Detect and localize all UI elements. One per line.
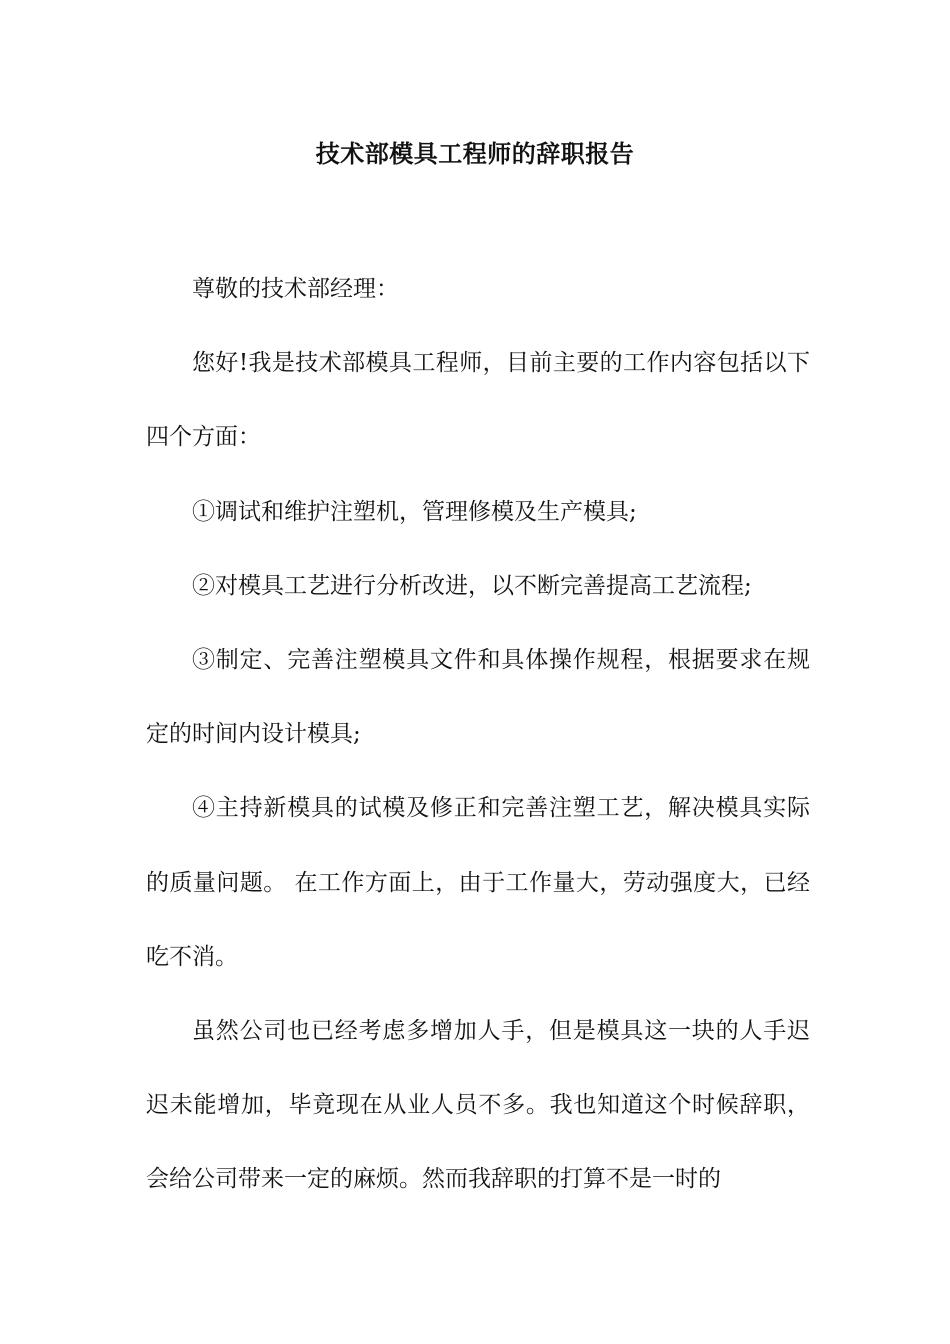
document-title: 技术部模具工程师的辞职报告 — [315, 139, 635, 168]
document-body — [146, 252, 810, 1217]
intro-paragraph: 您好!我是技术部模具工程师，目前主要的工作内容包括以下四个方面： — [146, 350, 810, 451]
salutation-paragraph: 尊敬的技术部经理： — [192, 276, 399, 302]
duty-item-1: ①调试和维护注塑机，管理修模及生产模具; — [192, 498, 637, 525]
duty-item-2: ②对模具工艺进行分析改进，以不断完善提高工艺流程; — [192, 572, 752, 599]
reason-paragraph: 虽然公司也已经考虑多增加人手，但是模具这一块的人手迟迟未能增加，毕竟现在从业人员不多。我也知道这个时候辞职，会给公司带来一定的麻烦。然而我辞职的打算不是一时的 — [146, 1018, 810, 1193]
duty-item-3: ③制定、完善注塑模具文件和具体操作规程，根据要求在规定的时间内设计模具; — [146, 647, 810, 748]
duty-item-4: ④主持新模具的试模及修正和完善注塑工艺，解决模具实际的质量问题。 在工作方面上，由于工作量大，劳动强度大，已经吃不消。 — [146, 795, 810, 970]
